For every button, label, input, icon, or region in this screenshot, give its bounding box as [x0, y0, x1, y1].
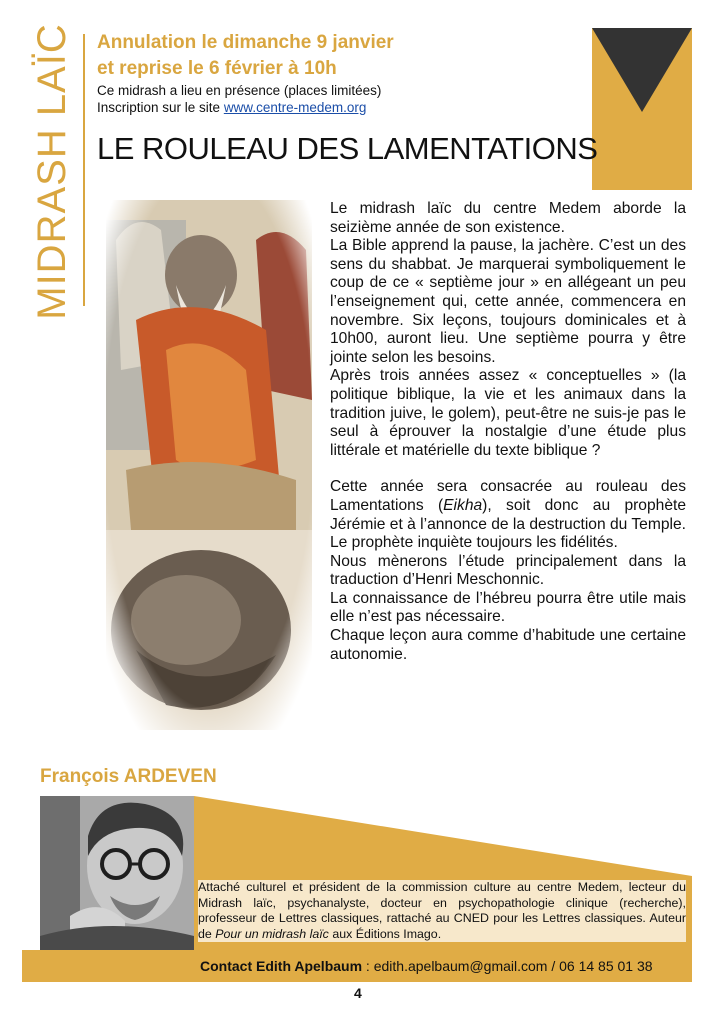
paragraph-pause: La Bible apprend la pause, la jachère. C’est un des sens du shabbat. Je marquerai symboliquement le coup de ce « septième jour » en allégeant un peu l’enseignement qui, cette année, commencera en novembre. Six leçons, toujours dominicales et à 10h00, auront lieu. Une septième pourra y être jointe selon les besoins. [330, 237, 686, 366]
paragraph-intro: Le midrash laïc du centre Medem aborde la seizième année de son existence. [330, 200, 686, 236]
page-title: LE ROULEAU DES LAMENTATIONS [97, 131, 598, 166]
paragraph-translation: Nous mènerons l’étude principalement dans la traduction d’Henri Meschonnic. [330, 552, 686, 589]
website-link[interactable]: www.centre-medem.org [223, 100, 367, 115]
paragraph-autonomy: Chaque leçon aura comme d’habitude une certaine autonomie. [330, 627, 686, 663]
author-bio [198, 880, 686, 942]
bio-text-after: aux Éditions Imago. [328, 926, 442, 941]
presence-note: Ce midrash a lieu en présence (places limitées) [97, 83, 382, 98]
author-portrait [40, 796, 194, 952]
page-number: 4 [354, 985, 362, 1001]
corner-triangle [592, 28, 692, 112]
jeremiah-painting-image [106, 200, 312, 730]
book-title: Pour un midrash laïc [215, 926, 329, 941]
paragraph-hebrew: La connaissance de l’hébreu pourra être utile mais elle n’est pas nécessaire. [330, 589, 686, 626]
article-body [330, 200, 686, 664]
eikha-term: Eikha [443, 496, 483, 514]
bio-text-before: Attaché culturel et président de la commission culture au centre Medem, lecteur du Midrash laïc, psychanalyste, docteur en psychopathologie clinique (recherche), professeur de Lettres classiques, rattaché au CNED pour les Lettres classiques. Auteur de [198, 880, 686, 941]
paragraph-nostalgia: Après trois années assez « conceptuelles » (la politique biblique, la vie et les animaux dans la tradition juive, le golem), peut-être ne suis-je pas le seul à éprouver la nostalgie d’une étude plus littérale et matérielle du texte biblique ? [330, 367, 686, 459]
inscription-note [97, 99, 537, 116]
author-portrait-image [40, 796, 194, 952]
side-label [22, 22, 82, 320]
side-label-text: MIDRASH LAÏC [29, 22, 74, 320]
lamentations-text-before: Cette année sera consacrée au rouleau des Lamentations ( [330, 478, 686, 514]
jeremiah-painting [106, 200, 312, 730]
lamentations-text-after: ), soit donc au prophète Jérémie et à l’annonce de la destruction du Temple. [330, 496, 687, 533]
paragraph-lamentations [330, 478, 686, 534]
author-name: François ARDEVEN [40, 766, 217, 787]
contact-details: : edith.apelbaum@gmail.com / 06 14 85 01 38 [362, 958, 653, 974]
paragraph-gap [330, 460, 686, 478]
announcement-line-1: Annulation le dimanche 9 janvier [97, 32, 394, 53]
announcement [97, 30, 537, 116]
contact-label: Contact Edith Apelbaum [200, 958, 363, 974]
contact-line [200, 958, 653, 974]
side-divider [83, 34, 85, 306]
paragraph-prophet: Le prophète inquiète toujours les fidélités. [330, 534, 618, 552]
announcement-line-2: et reprise le 6 février à 10h [97, 58, 337, 79]
inscription-prefix: Inscription sur le site [97, 100, 224, 115]
